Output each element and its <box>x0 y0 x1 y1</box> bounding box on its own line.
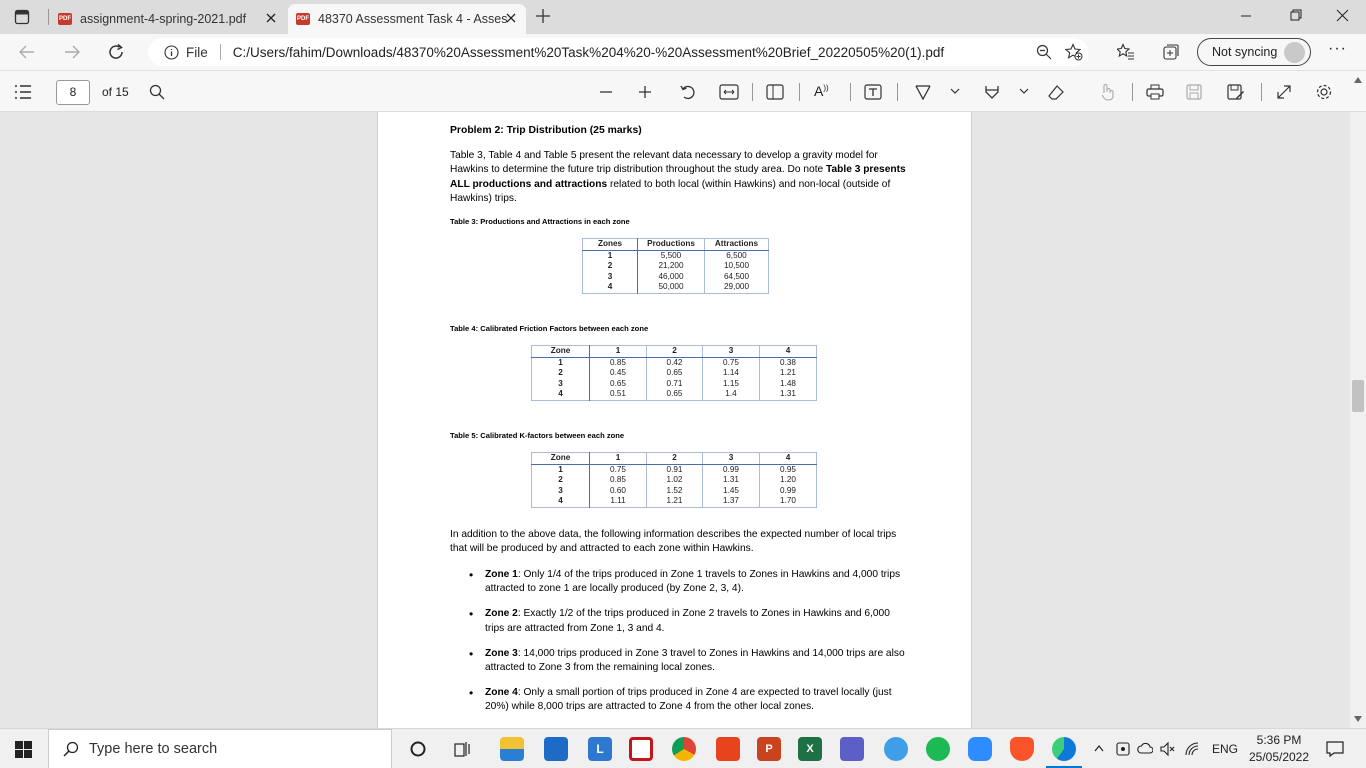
draw-icon[interactable] <box>914 84 932 100</box>
bullet-text: : Only 1/4 of the trips produced in Zone 1 travels to Zones in Hawkins and 4,000 trips attracted to zone 1 are locally produced (by Zone 2, 3, 4). <box>485 569 901 595</box>
scrollbar-thumb[interactable] <box>1352 380 1364 412</box>
list-item <box>450 686 910 714</box>
url-divider <box>220 44 221 60</box>
fit-to-width-icon[interactable] <box>719 84 739 100</box>
restore-icon[interactable] <box>1290 9 1302 21</box>
expand-icon[interactable] <box>1276 84 1292 100</box>
clock[interactable] <box>1244 732 1314 766</box>
zone-cell: 3 <box>583 272 638 283</box>
intro-text-end: related to both local (within Hawkins) and non-local (outside of Hawkins) trips. <box>450 178 891 204</box>
zoom-out-icon[interactable] <box>598 84 614 100</box>
bullet-text: : Exactly 1/2 of the trips produced in Zone 2 travels to Zones in Hawkins and 6,000 trips are attracted from Zone 1, 3 and 4. <box>485 608 890 634</box>
value-cell: 0.95 <box>760 464 817 475</box>
edge-icon[interactable] <box>1052 737 1076 761</box>
zone-cell: 3 <box>532 486 590 497</box>
table3-caption: Table 3: Productions and Attractions in each zone <box>450 217 630 226</box>
toolbar-divider <box>1132 83 1133 101</box>
table-row <box>532 464 817 475</box>
zone-cell: 4 <box>583 282 638 293</box>
task-view-icon[interactable] <box>454 741 472 757</box>
back-icon[interactable] <box>18 43 36 61</box>
language-indicator[interactable]: ENG <box>1212 742 1239 756</box>
search-icon <box>63 741 79 757</box>
search-icon[interactable] <box>149 84 165 100</box>
onedrive-icon[interactable] <box>1137 742 1153 754</box>
windows-start-icon[interactable] <box>15 741 32 758</box>
toolbar-divider <box>850 83 851 101</box>
table-header: 3 <box>703 346 760 358</box>
toolbar-divider <box>1261 83 1262 101</box>
table4-caption: Table 4: Calibrated Friction Factors between each zone <box>450 324 649 333</box>
settings-gear-icon[interactable] <box>1315 83 1333 101</box>
problem-heading: Problem 2: Trip Distribution (25 marks) <box>450 125 642 136</box>
touch-write-icon[interactable] <box>1099 83 1115 101</box>
table-row <box>583 272 769 283</box>
refresh-icon[interactable] <box>107 43 125 61</box>
list-item <box>450 568 910 596</box>
value-cell: 5,500 <box>638 250 705 261</box>
zone-cell: 1 <box>532 357 590 368</box>
value-cell: 1.31 <box>703 475 760 486</box>
tab-title: assignment-4-spring-2021.pdf <box>80 12 247 26</box>
toolbar-divider <box>799 83 800 101</box>
teams-icon[interactable] <box>840 737 864 761</box>
file-label: File <box>186 44 208 60</box>
powerpoint-icon[interactable]: P <box>757 737 781 761</box>
pdf-icon: PDF <box>296 13 310 25</box>
zone-cell: 2 <box>583 261 638 272</box>
value-cell: 0.91 <box>647 464 703 475</box>
read-aloud-icon[interactable]: A)) <box>814 83 829 99</box>
table-header: Zones <box>583 239 638 251</box>
table-row <box>583 250 769 261</box>
save-as-icon[interactable] <box>1227 84 1245 100</box>
brave-icon[interactable] <box>1010 737 1034 761</box>
page-total: of 15 <box>102 85 129 99</box>
value-cell: 0.99 <box>703 464 760 475</box>
cortana-icon[interactable] <box>410 741 426 757</box>
table-header: Zone <box>532 346 590 358</box>
chat-app-icon[interactable] <box>884 737 908 761</box>
mail-icon[interactable] <box>544 737 568 761</box>
table-row <box>532 379 817 390</box>
value-cell: 0.65 <box>647 389 703 400</box>
tab-assignment-pdf[interactable] <box>52 4 286 34</box>
rotate-icon[interactable] <box>679 83 697 101</box>
clock-date: 25/05/2022 <box>1248 750 1310 764</box>
value-cell: 1.31 <box>760 389 817 400</box>
page-view-icon[interactable] <box>766 84 784 100</box>
zone-cell: 4 <box>532 389 590 400</box>
value-cell: 0.85 <box>590 357 647 368</box>
zone-cell: 2 <box>532 475 590 486</box>
volume-muted-icon[interactable] <box>1160 741 1176 757</box>
meet-now-icon[interactable] <box>1116 741 1130 757</box>
zone-cell: 4 <box>532 496 590 507</box>
value-cell: 1.20 <box>760 475 817 486</box>
value-cell: 46,000 <box>638 272 705 283</box>
tab-actions-icon[interactable] <box>14 9 30 25</box>
zone-cell: 2 <box>532 368 590 379</box>
table-header: 2 <box>647 346 703 358</box>
url-text[interactable]: C:/Users/fahim/Downloads/48370%20Assessment%20Task%204%20-%20Assessment%20Brief_20220505%20(1).pdf <box>232 44 945 60</box>
sync-label: Not syncing <box>1212 45 1278 59</box>
list-item <box>450 647 910 675</box>
chevron-down-icon[interactable] <box>950 88 960 95</box>
table-header: 1 <box>590 453 647 465</box>
value-cell: 29,000 <box>705 282 769 293</box>
table-row <box>583 282 769 293</box>
close-tab-icon[interactable] <box>506 13 516 23</box>
table-row <box>532 389 817 400</box>
taskbar-search-box[interactable] <box>48 729 392 768</box>
value-cell: 1.48 <box>760 379 817 390</box>
tab-bar <box>0 0 1366 34</box>
value-cell: 0.71 <box>647 379 703 390</box>
pdf-viewer <box>0 112 1366 728</box>
chrome-icon[interactable] <box>672 737 696 761</box>
value-cell: 0.38 <box>760 357 817 368</box>
mcafee-icon[interactable] <box>629 737 653 761</box>
zone-cell: 1 <box>532 464 590 475</box>
chevron-down-icon[interactable] <box>1019 88 1029 95</box>
bullet-label: Zone 3 <box>485 647 518 659</box>
table-friction-factors <box>531 345 817 401</box>
add-text-icon[interactable] <box>864 84 882 100</box>
highlight-icon[interactable] <box>983 84 1001 100</box>
value-cell: 0.99 <box>760 486 817 497</box>
zone-bullet-list <box>450 568 910 726</box>
bullet-text: : 14,000 trips produced in Zone 3 travel to Zones in Hawkins and 14,000 trips are also attracted to Zone 3 from the remaining local zones. <box>485 647 905 674</box>
table5-caption: Table 5: Calibrated K-factors between each zone <box>450 431 625 440</box>
table-header: 2 <box>647 453 703 465</box>
value-cell: 1.15 <box>703 379 760 390</box>
favorites-icon[interactable] <box>1117 43 1135 61</box>
table-row <box>532 496 817 507</box>
value-cell: 0.45 <box>590 368 647 379</box>
address-bar[interactable] <box>148 38 1088 66</box>
zoom-in-icon[interactable] <box>637 84 653 100</box>
lync-icon[interactable]: L <box>588 737 612 761</box>
collections-icon[interactable] <box>1162 43 1180 61</box>
value-cell: 1.21 <box>647 496 703 507</box>
value-cell: 50,000 <box>638 282 705 293</box>
table-row <box>532 368 817 379</box>
clock-time: 5:36 PM <box>1256 733 1302 747</box>
file-explorer-icon[interactable] <box>500 737 524 761</box>
value-cell: 10,500 <box>705 261 769 272</box>
bullet-label: Zone 4 <box>485 687 518 699</box>
value-cell: 0.65 <box>590 379 647 390</box>
table-header: Attractions <box>705 239 769 251</box>
tab-title: 48370 Assessment Task 4 - Asses <box>318 12 508 26</box>
intro-bold: Table 3 presents ALL productions and attractions <box>450 164 906 190</box>
toolbar-divider <box>897 83 898 101</box>
table-row <box>532 475 817 486</box>
taskbar <box>0 728 1366 768</box>
excel-icon[interactable]: X <box>798 737 822 761</box>
value-cell: 1.70 <box>760 496 817 507</box>
pdf-icon: PDF <box>58 13 72 25</box>
value-cell: 1.11 <box>590 496 647 507</box>
value-cell: 0.60 <box>590 486 647 497</box>
table-productions-attractions <box>582 238 769 294</box>
bullet-text: : Only a small portion of trips produced in Zone 4 are expected to travel locally (just 20%) while 8,000 trips are attracted to Zone 4 from the other local zones. <box>485 687 892 713</box>
table-header: 1 <box>590 346 647 358</box>
value-cell: 1.21 <box>760 368 817 379</box>
pdf-page <box>377 112 972 728</box>
address-bar-row <box>0 34 1366 70</box>
table-header: 4 <box>760 453 817 465</box>
scroll-up-arrow-icon[interactable] <box>1354 77 1362 83</box>
value-cell: 1.14 <box>703 368 760 379</box>
print-icon[interactable] <box>1146 84 1164 100</box>
value-cell: 0.75 <box>703 357 760 368</box>
value-cell: 0.75 <box>590 464 647 475</box>
intro-text: Table 3, Table 4 and Table 5 present the relevant data necessary to develop a gravity model for Hawkins to determine the future trip distribution throughout the study area. Do note <box>450 150 878 176</box>
office-icon[interactable] <box>716 737 740 761</box>
pdf-toolbar <box>0 70 1366 112</box>
minimize-icon[interactable] <box>1240 10 1252 22</box>
bullet-label: Zone 2 <box>485 608 518 620</box>
table-header: 3 <box>703 453 760 465</box>
page-number-input[interactable]: 8 <box>56 80 90 105</box>
search-placeholder: Type here to search <box>89 741 218 757</box>
value-cell: 0.65 <box>647 368 703 379</box>
table-header: Productions <box>638 239 705 251</box>
table-row <box>583 261 769 272</box>
value-cell: 0.85 <box>590 475 647 486</box>
value-cell: 6,500 <box>705 250 769 261</box>
toolbar-divider <box>752 83 753 101</box>
value-cell: 64,500 <box>705 272 769 283</box>
table-row <box>532 486 817 497</box>
value-cell: 1.52 <box>647 486 703 497</box>
zoom-icon[interactable] <box>968 737 992 761</box>
new-tab-icon[interactable] <box>535 8 551 24</box>
intro-paragraph <box>450 149 906 206</box>
add-favorite-icon[interactable] <box>1065 43 1083 61</box>
value-cell: 0.42 <box>647 357 703 368</box>
bullet-label: Zone 1 <box>485 569 518 580</box>
zone-cell: 1 <box>583 250 638 261</box>
value-cell: 1.02 <box>647 475 703 486</box>
scroll-down-arrow-icon[interactable] <box>1354 716 1362 722</box>
spotify-icon[interactable] <box>926 737 950 761</box>
zoom-out-icon[interactable] <box>1036 44 1052 60</box>
vertical-scrollbar[interactable] <box>1350 112 1366 728</box>
zone-cell: 3 <box>532 379 590 390</box>
value-cell: 0.51 <box>590 389 647 400</box>
value-cell: 1.4 <box>703 389 760 400</box>
table-row <box>532 357 817 368</box>
table-header: 4 <box>760 346 817 358</box>
value-cell: 1.37 <box>703 496 760 507</box>
tab-assessment-pdf[interactable] <box>288 4 526 34</box>
save-icon[interactable] <box>1186 84 1202 100</box>
table-of-contents-icon[interactable] <box>14 84 32 100</box>
table-k-factors <box>531 452 817 508</box>
avatar <box>1284 42 1305 63</box>
value-cell: 1.45 <box>703 486 760 497</box>
eraser-icon[interactable] <box>1047 84 1065 100</box>
wifi-icon[interactable] <box>1184 741 1200 757</box>
notifications-icon[interactable] <box>1326 741 1344 757</box>
info-icon[interactable] <box>164 45 179 60</box>
table-header: Zone <box>532 453 590 465</box>
list-item <box>450 607 910 635</box>
close-window-icon[interactable] <box>1336 9 1349 22</box>
show-hidden-icons-icon[interactable] <box>1094 745 1104 752</box>
profile-sync-button[interactable] <box>1197 38 1311 66</box>
addition-paragraph: In addition to the above data, the following information describes the expected number of local trips that will be produced by and attracted to each zone within Hawkins. <box>450 529 897 555</box>
forward-icon[interactable] <box>63 43 81 61</box>
more-menu-icon[interactable]: ··· <box>1328 40 1347 57</box>
value-cell: 21,200 <box>638 261 705 272</box>
close-tab-icon[interactable] <box>266 13 276 23</box>
